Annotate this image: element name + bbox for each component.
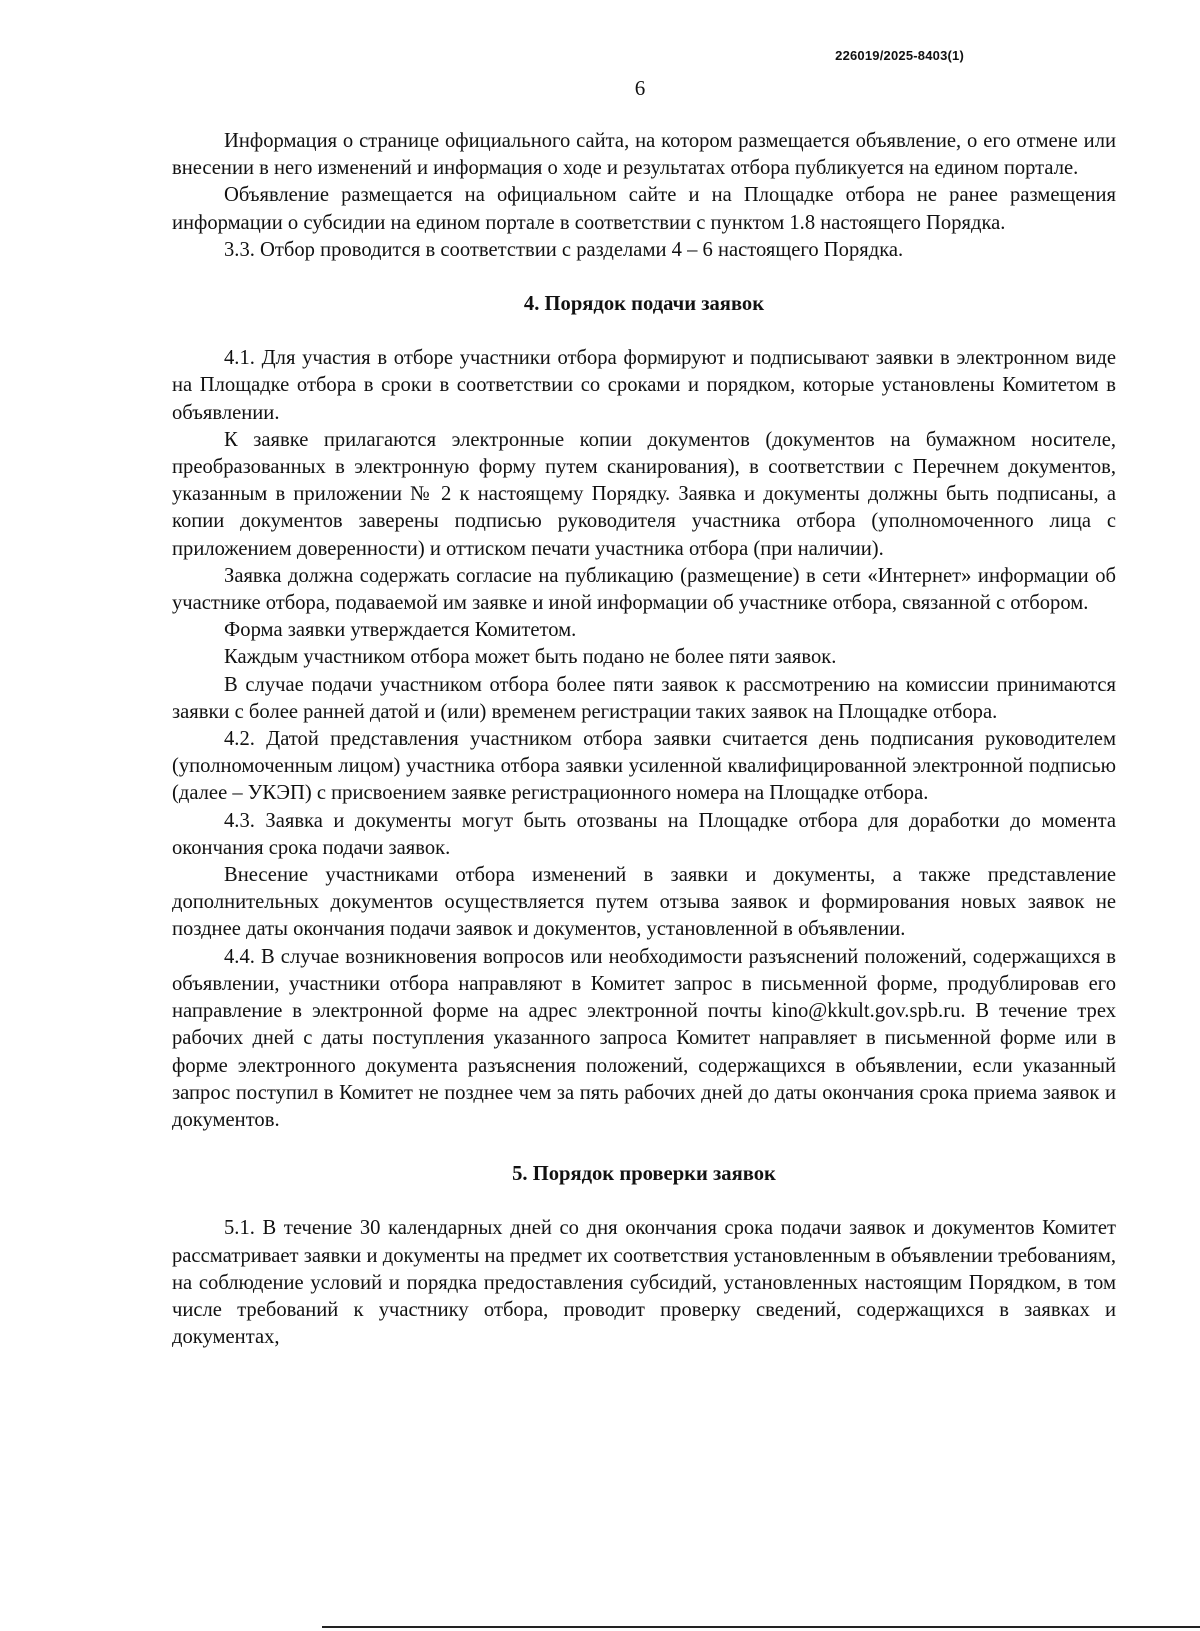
paragraph: Объявление размещается на официальном сайте и на Площадке отбора не ранее размещения информации о субсидии на едином портале в соответствии с пунктом 1.8 настоящего Порядка. — [172, 184, 1116, 234]
paragraph: В случае подачи участником отбора более пяти заявок к рассмотрению на комиссии принимаются заявки с более ранней датой и (или) временем регистрации таких заявок на Площадке отбора. — [172, 673, 1116, 723]
scan-edge-line — [322, 1626, 1200, 1628]
section-heading-5: 5. Порядок проверки заявок — [512, 1163, 776, 1186]
paragraph: 5.1. В течение 30 календарных дней со дня окончания срока подачи заявок и документов Комитет рассматривает заявки и документы на предмет их соответствия установленным в объявлении требованиям, на соблюдение условий и порядка предоставления субсидий, установленных настоящим Порядком, в том числе требований к участнику отбора, проводит проверку сведений, содержащихся в заявках и документах, — [172, 1217, 1116, 1349]
paragraph: 4.2. Датой представления участником отбора заявки считается день подписания руководителем (уполномоченным лицом) участника отбора заявки усиленной квалифицированной электронной подписью (далее – УКЭП) с присвоением заявке регистрационного номера на Площадке отбора. — [172, 728, 1116, 805]
paragraph: Каждым участником отбора может быть подано не более пяти заявок. — [224, 646, 837, 669]
document-body — [172, 128, 1116, 1351]
paragraph: Информация о странице официального сайта, на котором размещается объявление, о его отмене или внесении в него изменений и информация о ходе и результатах отбора публикуется на едином портале. — [172, 130, 1116, 180]
paragraph: Форма заявки утверждается Комитетом. — [224, 619, 577, 642]
paragraph: К заявке прилагаются электронные копии документов (документов на бумажном носителе, преобразованных в электронную форму путем сканирования), в соответствии с Перечнем документов, указанным в приложении № 2 к настоящему Порядку. Заявка и документы должны быть подписаны, а копии документов заверены подписью руководителя участника отбора (уполномоченного лица с приложением доверенности) и оттиском печати участника отбора (при наличии). — [172, 428, 1116, 560]
paragraph: 4.1. Для участия в отборе участники отбора формируют и подписывают заявки в электронном виде на Площадке отбора в сроки в соответствии со сроками и порядком, которые установлены Комитетом в объявлении. — [172, 347, 1116, 424]
paragraph: 4.3. Заявка и документы могут быть отозваны на Площадке отбора для доработки до момента окончания срока подачи заявок. — [172, 809, 1116, 859]
paragraph: Внесение участниками отбора изменений в заявки и документы, а также представление дополнительных документов осуществляется путем отзыва заявок и формирования новых заявок не позднее даты окончания подачи заявок и документов, установленной в объявлении. — [172, 864, 1116, 941]
page-number: 6 — [634, 76, 646, 100]
section-heading-4: 4. Порядок подачи заявок — [523, 293, 765, 316]
paragraph: 4.4. В случае возникновения вопросов или необходимости разъяснений положений, содержащихся в объявлении, участники отбора направляют в Комитет запрос в письменной форме, продублировав его направление в электронной форме на адрес электронной почты kino@kkult.gov.spb.ru. В течение трех рабочих дней с даты поступления указанного запроса Комитет направляет в письменной форме или в форме электронного документа разъяснения положений, содержащихся в объявлении, если указанный запрос поступил в Комитет не позднее чем за пять рабочих дней до даты окончания срока приема заявок и документов. — [172, 945, 1116, 1131]
document-id: 226019/2025-8403(1) — [835, 48, 964, 63]
paragraph: Заявка должна содержать согласие на публикацию (размещение) в сети «Интернет» информации об участнике отбора, подаваемой им заявке и иной информации об участнике отбора, связанной с отбором. — [172, 564, 1116, 615]
paragraph: 3.3. Отбор проводится в соответствии с разделами 4 – 6 настоящего Порядка. — [224, 238, 904, 261]
